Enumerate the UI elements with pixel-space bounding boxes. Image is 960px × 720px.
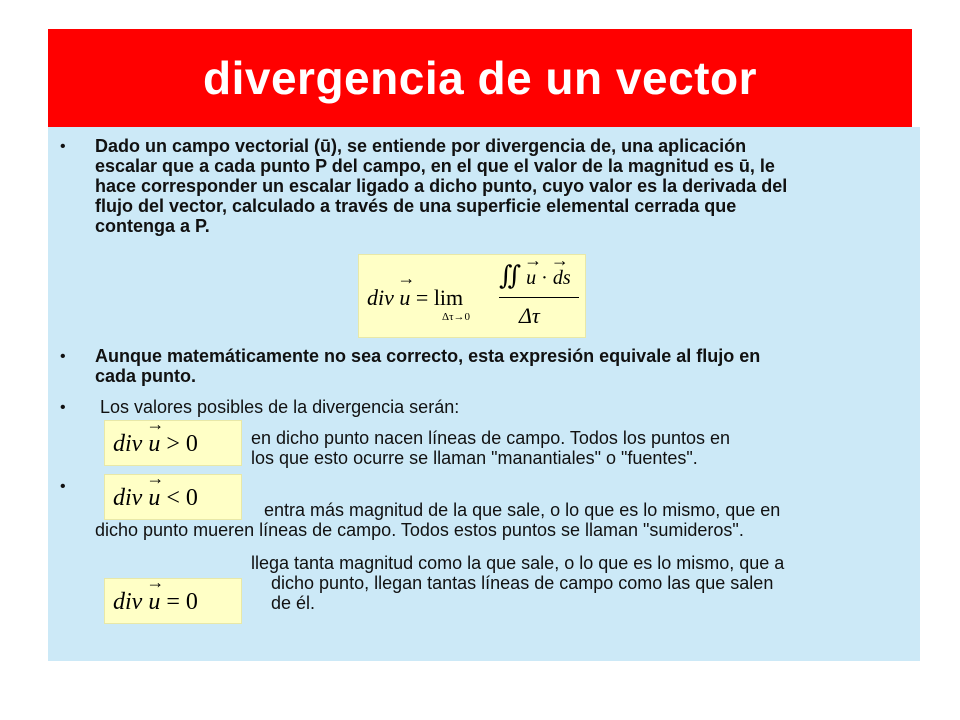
pos-line1: en dicho punto nacen líneas de campo. Todos los puntos en [251,428,731,448]
fraction-bar [499,297,579,298]
formula-lim: lim [433,285,464,310]
p1-line4: flujo del vector, calculado a través de una superficie elemental cerrada que [95,196,737,216]
bullet-4: • [60,478,66,495]
formula-lim-sub: Δτ→0 [442,311,470,323]
lt-div: div [113,485,143,511]
p1-line2: escalar que a cada punto P del campo, en el que el valor de la magnitud es ū, le [95,156,775,176]
pos-line2: los que esto ocurre se llaman "manantiales" o "fuentes". [251,448,698,468]
zero-line2: dicho punto, llegan tantas líneas de campo como las que salen [271,573,774,593]
formula-dot: · [541,267,548,289]
bullet-1: • [60,138,66,155]
formula-u: → u [399,285,410,311]
formula-div: div [367,285,394,310]
formula-eq: = [415,285,429,310]
p1-line5: contenga a P. [95,216,210,236]
formula-ds: → ds [553,267,571,290]
formula-div-lt-zero [104,474,242,520]
gt-u: → u [148,431,160,458]
eq-div: div [113,589,143,615]
formula-div-eq-zero [104,578,242,624]
gt-div: div [113,431,143,457]
gt-rel: > 0 [166,431,198,457]
paragraph-definition [95,136,895,236]
case-zero-line1: llega tanta magnitud como la que sale, o lo que es lo mismo, que a [251,553,785,573]
case-zero-rest [271,573,911,613]
case-positive-text [251,428,911,468]
p2-line2: cada punto. [95,366,197,386]
paragraph-flux [95,346,895,386]
zero-line3: de él. [271,593,316,613]
page-title: divergencia de un vector [203,52,757,104]
bullet-2: • [60,348,66,365]
eq-u: → u [148,589,160,616]
case-negative-line2: dicho punto mueren líneas de campo. Todos estos puntos se llaman "sumideros". [95,520,744,540]
formula-div-gt-zero [104,420,242,466]
eq-rel: = 0 [166,589,198,615]
formula-den: Δτ [519,303,540,328]
paragraph-possible-values: Los valores posibles de la divergencia serán: [95,397,460,417]
bullet-3: • [60,399,66,416]
lt-u: → u [148,485,160,512]
p1-line1: Dado un campo vectorial (ū), se entiende por divergencia de, una aplicación [95,136,747,156]
title-bar [48,29,912,127]
formula-num-u: → u [526,267,536,290]
formula-integral: ∬ [499,261,522,290]
divergence-limit-formula [358,254,586,338]
lt-rel: < 0 [166,485,198,511]
case-negative-line1: entra más magnitud de la que sale, o lo que es lo mismo, que en [264,500,781,520]
p2-line1: Aunque matemáticamente no sea correcto, esta expresión equivale al flujo en [95,346,761,366]
p1-line3: hace corresponder un escalar ligado a dicho punto, cuyo valor es la derivada del [95,176,788,196]
